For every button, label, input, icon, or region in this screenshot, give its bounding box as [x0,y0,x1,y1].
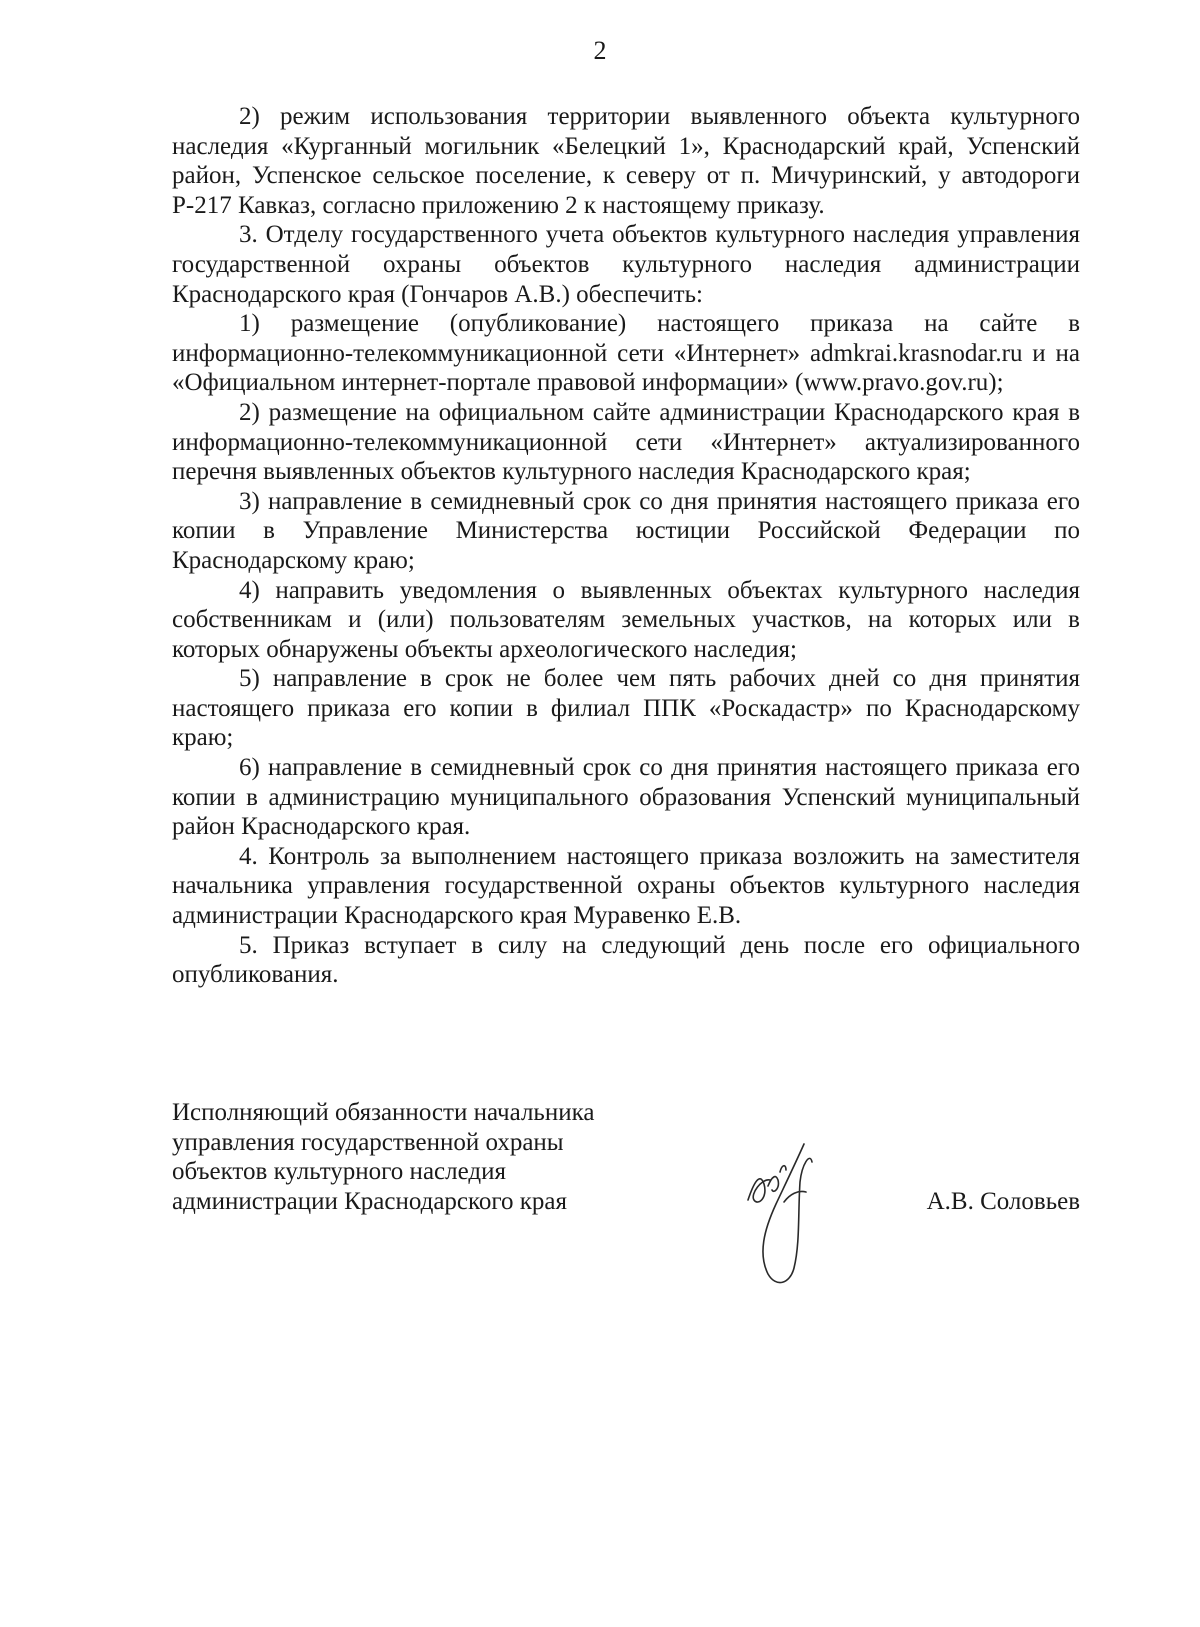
paragraph-clause-3: 3. Отделу государственного учета объектов культурного наследия управления государственной охраны объектов культурного наследия администрации Краснодарского края (Гончаров А.В.) обеспечить: [172,221,1080,308]
signature-tail [784,1191,806,1202]
paragraph-clause-3-item-5: 5) направление в срок не более чем пять рабочих дней со дня принятия настоящего приказа его копии в филиал ППК «Роскадастр» по Краснодарскому краю; [172,665,1080,752]
paragraph-clause-3-item-6: 6) направление в семидневный срок со дня принятия настоящего приказа его копии в администрацию муниципального образования Успенский муниципальный район Краснодарского края. [172,754,1080,841]
paragraph-clause-5: 5. Приказ вступает в силу на следующий день после его официального опубликования. [172,931,1080,989]
document-body [172,102,1080,990]
handwritten-signature [744,1142,824,1292]
signatory-position [172,1098,594,1216]
signature-loop [763,1144,812,1283]
signatory-position-line: Исполняющий обязанности начальника [172,1099,595,1126]
signatory-position-line: администрации Краснодарского края [172,1187,568,1215]
signatory-position-line: объектов культурного наследия [172,1158,506,1186]
page-number: 2 [593,36,607,65]
paragraph-clause-3-item-3: 3) направление в семидневный срок со дня принятия настоящего приказа его копии в Управление Министерства юстиции Российской Федерации по Краснодарскому краю; [172,487,1080,574]
paragraph-clause-3-item-4: 4) направить уведомления о выявленных объектах культурного наследия собственникам и (или) пользователям земельных участков, на которых или в которых обнаружены объекты археологического наследия; [172,576,1080,663]
signatory-name: А.В. Соловьев [926,1188,1080,1215]
signatory-position-line: управления государственной охраны [172,1128,564,1156]
paragraph-clause-4: 4. Контроль за выполнением настоящего приказа возложить на заместителя начальника управления государственной охраны объектов культурного наследия администрации Краснодарского края Муравенко Е.В. [172,842,1080,930]
signature-block [172,1098,1080,1298]
paragraph-clause-3-item-1: 1) размещение (опубликование) настоящего приказа на сайте в информационно-телекоммуникационной сети «Интернет» admkrai.krasnodar.ru и на «Официальном интернет-портале правовой информации» (www.pravo.gov.ru); [172,310,1080,397]
paragraph-item-2-regime: 2) режим использования территории выявленного объекта культурного наследия «Курганный могильник «Белецкий 1», Краснодарский край, Успенский район, Успенское сельское поселение, к северу от п. Мичуринский, у автодороги Р-217 Кавказ, согласно приложению 2 к настоящему приказу. [172,103,1080,219]
paragraph-clause-3-item-2: 2) размещение на официальном сайте администрации Краснодарского края в информационно-телекоммуникационной сети «Интернет» актуализированного перечня выявленных объектов культурного наследия Краснодарского края; [172,398,1080,486]
